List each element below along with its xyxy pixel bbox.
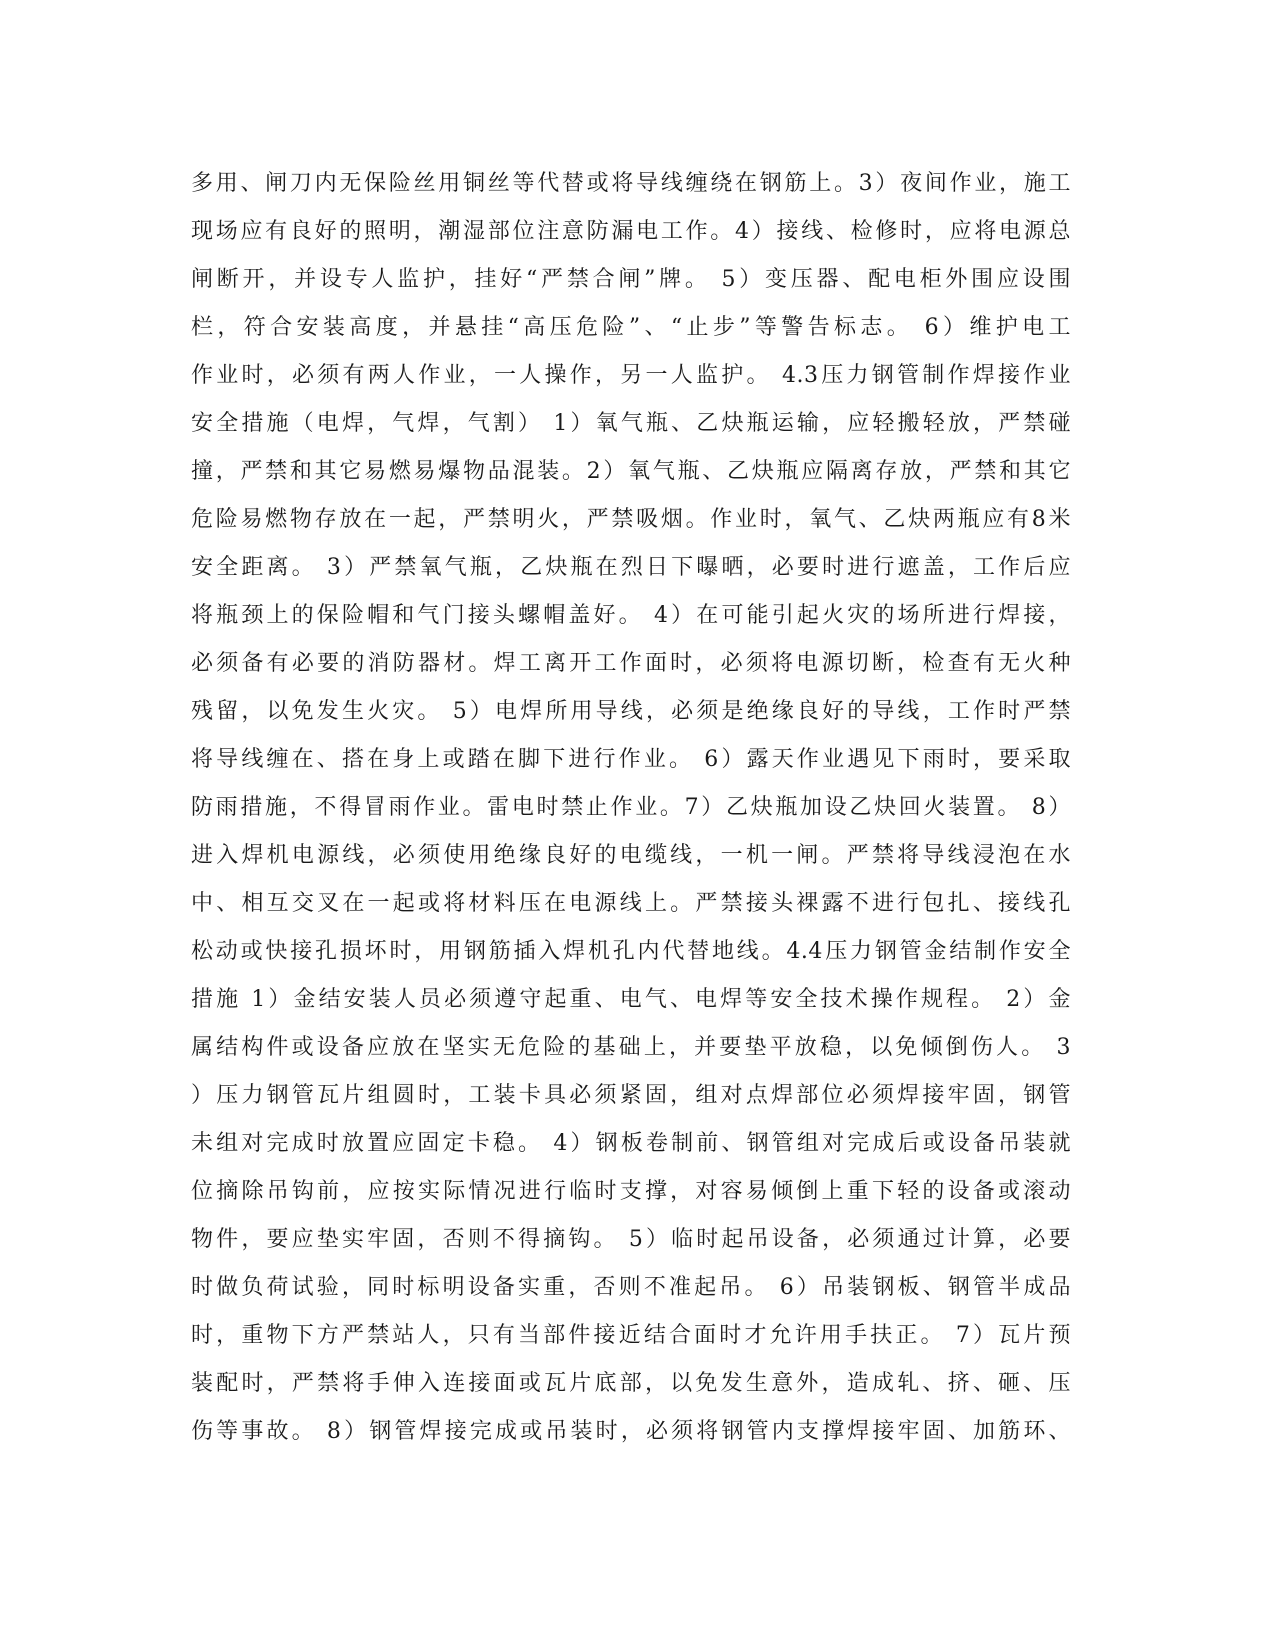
text-line: 安全距离。 3）严禁氧气瓶，乙炔瓶在烈日下曝晒，必要时进行遮盖，工作后应 — [191, 555, 1071, 580]
text-line: 将瓶颈上的保险帽和气门接头螺帽盖好。 4）在可能引起火灾的场所进行焊接， — [191, 603, 1071, 628]
text-line: 时做负荷试验，同时标明设备实重，否则不准起吊。 6）吊装钢板、钢管半成品 — [191, 1275, 1071, 1300]
text-line: 装配时，严禁将手伸入连接面或瓦片底部，以免发生意外，造成轧、挤、砸、压 — [191, 1371, 1071, 1396]
text-line: 中、相互交叉在一起或将材料压在电源线上。严禁接头裸露不进行包扎、接线孔 — [191, 891, 1071, 916]
text-line: 安全措施（电焊，气焊，气割） 1）氧气瓶、乙炔瓶运输，应轻搬轻放，严禁碰 — [191, 411, 1071, 436]
text-line: 栏，符合安装高度，并悬挂“高压危险”、“止步”等警告标志。 6）维护电工 — [191, 315, 1071, 340]
text-line: 撞，严禁和其它易燃易爆物品混装。2）氧气瓶、乙炔瓶应隔离存放，严禁和其它 — [191, 459, 1071, 484]
text-line: 将导线缠在、搭在身上或踏在脚下进行作业。 6）露天作业遇见下雨时，要采取 — [191, 747, 1071, 772]
text-line: 残留，以免发生火灾。 5）电焊所用导线，必须是绝缘良好的导线，工作时严禁 — [191, 699, 1071, 724]
text-line: 危险易燃物存放在一起，严禁明火，严禁吸烟。作业时，氧气、乙炔两瓶应有8米 — [191, 507, 1071, 532]
text-line: 伤等事故。 8）钢管焊接完成或吊装时，必须将钢管内支撑焊接牢固、加筋环、 — [191, 1419, 1071, 1444]
text-line: 松动或快接孔损坏时，用钢筋插入焊机孔内代替地线。4.4压力钢管金结制作安全 — [191, 939, 1071, 964]
text-line: 防雨措施，不得冒雨作业。雷电时禁止作业。7）乙炔瓶加设乙炔回火装置。 8） — [191, 795, 1071, 820]
text-line: 物件，要应垫实牢固，否则不得摘钩。 5）临时起吊设备，必须通过计算，必要 — [191, 1227, 1071, 1252]
text-line: 作业时，必须有两人作业，一人操作，另一人监护。 4.3压力钢管制作焊接作业 — [191, 363, 1071, 388]
text-line: 闸断开，并设专人监护，挂好“严禁合闸”牌。 5）变压器、配电柜外围应设围 — [191, 267, 1071, 292]
text-line: 位摘除吊钩前，应按实际情况进行临时支撑，对容易倾倒上重下轻的设备或滚动 — [191, 1179, 1071, 1204]
text-line: 进入焊机电源线，必须使用绝缘良好的电缆线，一机一闸。严禁将导线浸泡在水 — [191, 843, 1071, 868]
text-line: 多用、闸刀内无保险丝用铜丝等代替或将导线缠绕在钢筋上。3）夜间作业，施工 — [191, 171, 1071, 196]
text-line: 措施 1）金结安装人员必须遵守起重、电气、电焊等安全技术操作规程。 2）金 — [191, 987, 1071, 1012]
text-line: 必须备有必要的消防器材。焊工离开工作面时，必须将电源切断，检查有无火种 — [191, 651, 1071, 676]
text-line: 未组对完成时放置应固定卡稳。 4）钢板卷制前、钢管组对完成后或设备吊装就 — [191, 1131, 1071, 1156]
text-line: ）压力钢管瓦片组圆时，工装卡具必须紧固，组对点焊部位必须焊接牢固，钢管 — [191, 1083, 1071, 1108]
text-line: 属结构件或设备应放在坚实无危险的基础上，并要垫平放稳，以免倾倒伤人。 3 — [191, 1035, 1071, 1060]
body-text — [191, 160, 1071, 1456]
text-line: 时，重物下方严禁站人，只有当部件接近结合面时才允许用手扶正。 7）瓦片预 — [191, 1323, 1071, 1348]
text-line: 现场应有良好的照明，潮湿部位注意防漏电工作。4）接线、检修时，应将电源总 — [191, 219, 1071, 244]
